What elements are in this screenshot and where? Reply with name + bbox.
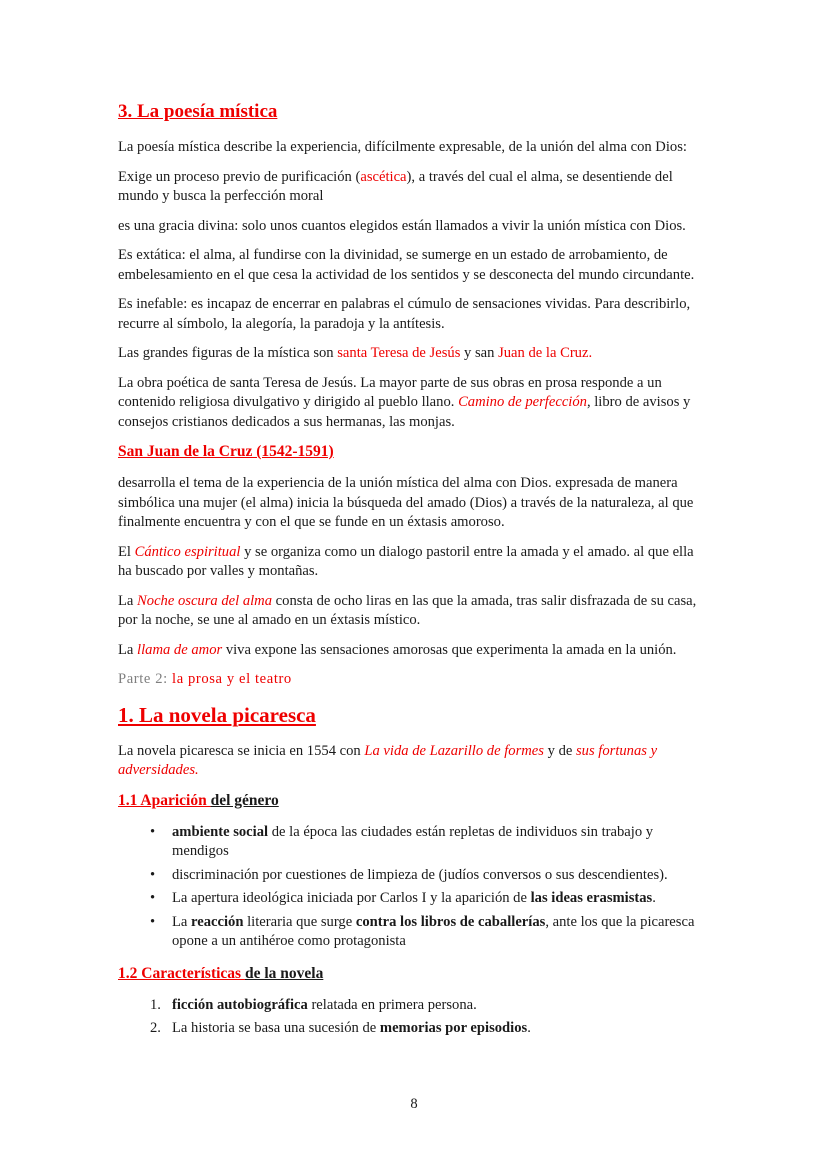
text-run: Juan de la Cruz. xyxy=(498,345,593,361)
heading-novela-picaresca xyxy=(118,702,710,728)
list-item-text xyxy=(172,996,710,1016)
text-run: es una gracia divina: solo unos cuantos elegidos están llamados a vivir la unión mística con Dios. xyxy=(118,217,686,234)
text-run: ascética xyxy=(360,168,407,185)
text-run: Es inefable: es incapaz de encerrar en palabras el cúmulo de sensaciones vividas. Para describirlo, recurre al símbolo, la alegoría, la paradoja y la antítesis. xyxy=(118,296,691,332)
number-marker: 1. xyxy=(150,996,161,1013)
text-run: San Juan de la Cruz (1542-1591) xyxy=(118,443,334,460)
text-run: la prosa y el teatro xyxy=(172,671,292,687)
text-run: La historia se basa una sucesión de xyxy=(172,1020,380,1036)
para-inefable xyxy=(118,295,710,334)
para-picaresca-inicio xyxy=(118,742,710,781)
para-cantico-espiritual xyxy=(118,543,710,582)
text-run: La vida de Lazarillo de formes xyxy=(364,742,544,759)
text-run: Cántico espiritual xyxy=(134,543,241,560)
text-run: . xyxy=(527,1020,531,1036)
text-run: , ante los que la picaresca opone a un antihéroe como protagonista xyxy=(172,913,695,949)
text-run: ambiente social xyxy=(172,823,269,840)
text-run: 1.1 Aparición xyxy=(118,791,211,809)
text-run: desarrolla el tema de la experiencia de la unión mística del alma con Dios. expresada de manera simbólica una mujer (el alma) inicia la búsqueda del amado (Dios) a través de la naturaleza, al que finalmente encuentra y con el que se funde en un éxtasis amoroso. xyxy=(118,475,694,530)
text-run: ficción autobiográfica xyxy=(172,996,308,1013)
list-item xyxy=(118,1019,710,1039)
text-run: La xyxy=(172,913,192,930)
caracteristicas-novela-list xyxy=(118,996,710,1039)
bullet-marker: • xyxy=(150,913,156,930)
parte-2-label xyxy=(118,670,710,690)
para-llama-de-amor xyxy=(118,641,710,661)
text-run: consta de ocho liras en las que la amada, tras salir disfrazada de su casa, por la noche, se une al amado en un éxtasis místico. xyxy=(118,592,697,628)
text-run: 1. La novela picaresca xyxy=(118,702,316,727)
text-run: santa Teresa de Jesús xyxy=(337,345,461,361)
text-run: y san xyxy=(460,345,499,361)
heading-san-juan-de-la-cruz xyxy=(118,442,710,462)
para-san-juan-tema xyxy=(118,474,710,533)
para-ascetica xyxy=(118,168,710,207)
text-run: Las grandes figuras de la mística son xyxy=(118,345,338,361)
text-run: La xyxy=(118,592,138,609)
text-run: discriminación por cuestiones de limpieza de (judíos conversos o sus descendientes). xyxy=(172,866,668,883)
text-run: Camino de perfección xyxy=(458,394,587,410)
text-run: La obra poética de santa Teresa de Jesús. La mayor parte de sus obras en prosa responde a un contenido religiosa divulgativo y dirigido al pueblo llano. xyxy=(118,374,662,410)
list-item xyxy=(118,823,710,862)
text-run: sus fortunas y adversidades. xyxy=(118,742,658,778)
aparicion-genero-list xyxy=(118,823,710,952)
text-run: Noche oscura del alma xyxy=(137,592,273,609)
text-run: memorias por episodios xyxy=(379,1020,528,1036)
bullet-marker: • xyxy=(150,890,156,906)
para-noche-oscura xyxy=(118,592,710,631)
text-run: del género xyxy=(210,791,279,809)
text-run: de la novela xyxy=(244,964,324,982)
text-run: , libro de avisos y consejos cristianos dedicados a sus hermanas, las monjas. xyxy=(118,394,691,430)
text-run: 1.2 Características xyxy=(118,964,245,982)
list-item-text xyxy=(172,1019,710,1039)
heading-la-poesia-mistica xyxy=(118,100,710,124)
text-run: Es extática: el alma, al fundirse con la divinidad, se sumerge en un estado de arrobamiento, de embelesamiento en el que cesa la actividad de los sentidos y se desconecta del mundo circundante. xyxy=(118,247,695,283)
list-item xyxy=(118,889,710,909)
document-content xyxy=(118,100,710,1039)
number-marker: 2. xyxy=(150,1020,161,1036)
text-run: Parte 2: xyxy=(118,671,173,687)
text-run: y de xyxy=(543,742,576,759)
list-item-text xyxy=(172,823,710,862)
bullet-marker: • xyxy=(150,866,156,883)
list-item-text xyxy=(172,866,710,886)
para-extatica xyxy=(118,246,710,285)
text-run: La novela picaresca se inicia en 1554 con xyxy=(118,742,365,759)
list-item xyxy=(118,996,710,1016)
heading-caracteristicas-novela xyxy=(118,964,710,984)
page-number: 8 xyxy=(410,1096,418,1112)
text-run: viva expone las sensaciones amorosas que experimenta la amada en la unión. xyxy=(222,641,677,658)
text-run: literaria que surge xyxy=(243,913,356,930)
text-run: . xyxy=(652,890,656,906)
text-run: La poesía mística describe la experiencia, difícilmente expresable, de la unión del alma con Dios: xyxy=(118,139,687,155)
text-run: las ideas erasmistas xyxy=(530,890,653,906)
list-item xyxy=(118,913,710,952)
list-item-text xyxy=(172,889,710,909)
text-run: La apertura ideológica iniciada por Carlos I y la aparición de xyxy=(172,890,531,906)
text-run: llama de amor xyxy=(137,641,223,658)
para-intro xyxy=(118,138,710,158)
bullet-marker: • xyxy=(150,823,156,840)
para-obra-teresa xyxy=(118,374,710,433)
para-gracia-divina xyxy=(118,217,710,237)
text-run: de la época las ciudades están repletas de individuos sin trabajo y mendigos xyxy=(172,823,654,859)
text-run: contra los libros de caballerías xyxy=(355,913,546,930)
list-item xyxy=(118,866,710,886)
para-grandes-figuras xyxy=(118,344,710,364)
list-item-text xyxy=(172,913,710,952)
text-run: 3. La poesía mística xyxy=(118,101,278,122)
text-run: ), a través del cual el alma, se desentiende del mundo y busca la perfección moral xyxy=(118,168,673,204)
text-run: Exige un proceso previo de purificación ( xyxy=(118,168,361,185)
text-run: La xyxy=(118,641,138,658)
text-run: El xyxy=(118,543,135,560)
text-run: reacción xyxy=(191,913,244,930)
text-run: y se organiza como un dialogo pastoril entre la amada y el amado. al que ella ha buscado por valles y montañas. xyxy=(118,543,694,579)
text-run: relatada en primera persona. xyxy=(307,996,477,1013)
heading-aparicion-del-genero xyxy=(118,791,710,811)
